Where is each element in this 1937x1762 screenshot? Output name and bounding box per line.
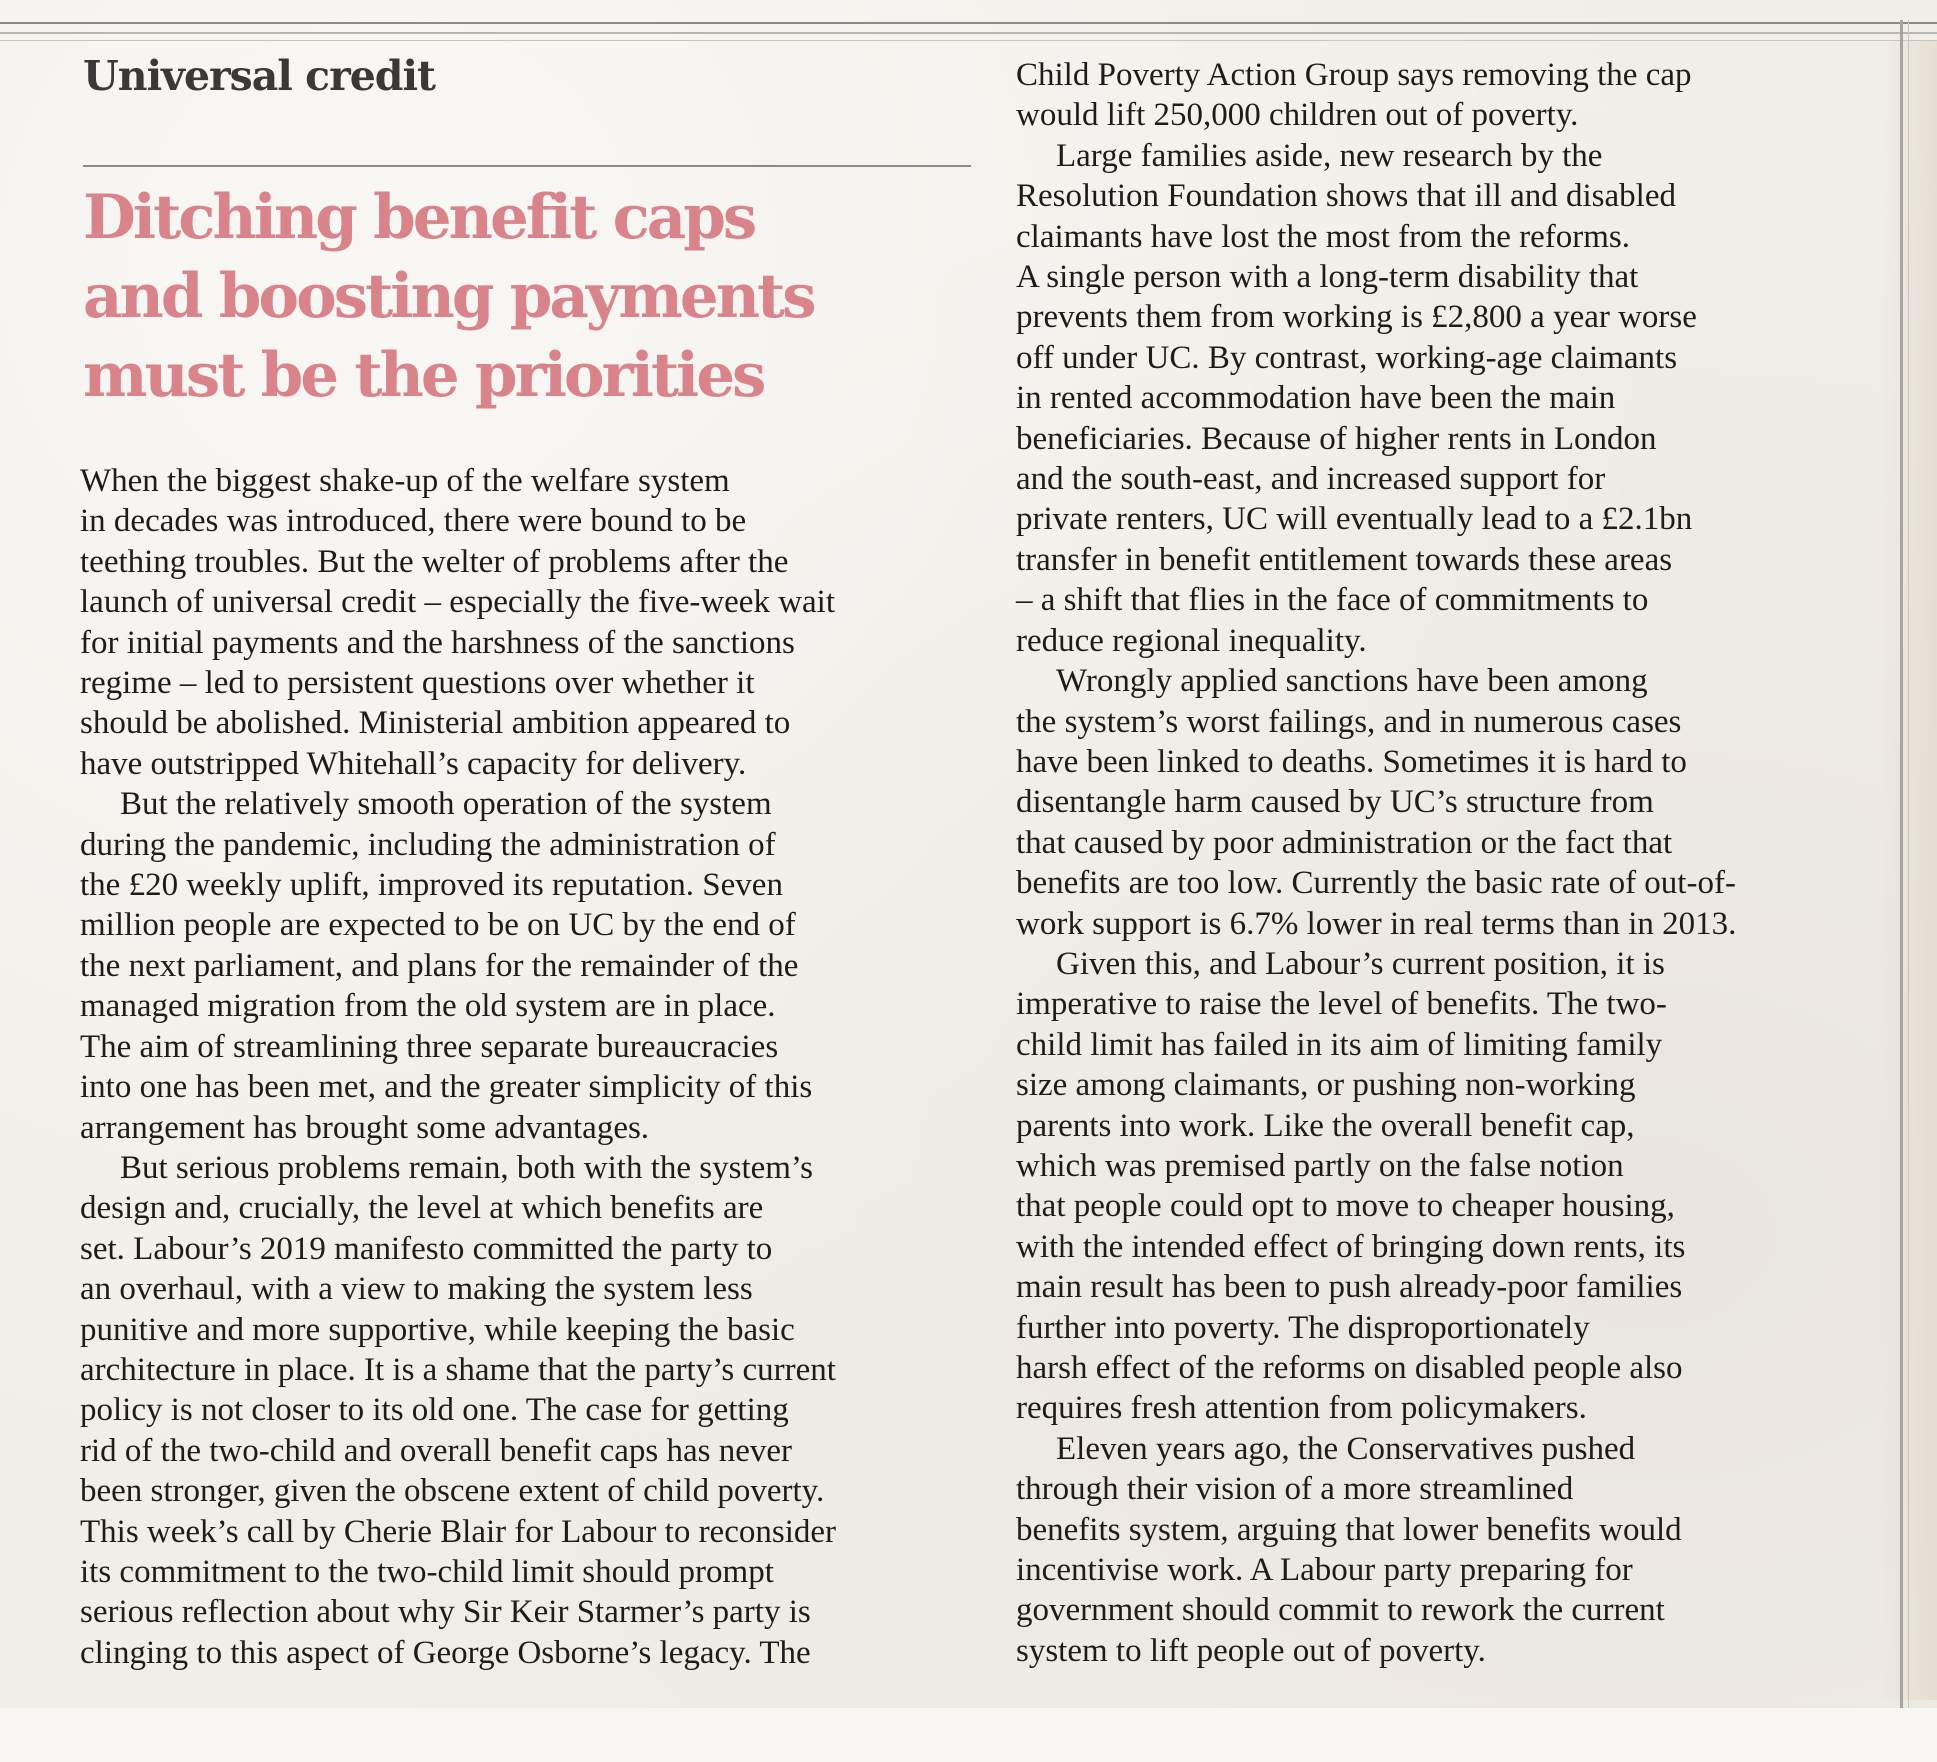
body-text-line: million people are expected to be on UC by the end of bbox=[80, 907, 796, 944]
body-text-line: the system’s worst failings, and in numerous cases bbox=[1016, 703, 1682, 740]
body-text-line: A single person with a long-term disability that bbox=[1016, 259, 1639, 296]
body-text-line: private renters, UC will eventually lead to a £2.1bn bbox=[1016, 501, 1693, 538]
body-text-line: have been linked to deaths. Sometimes it is hard to bbox=[1016, 743, 1687, 780]
body-text-line: for initial payments and the harshness of the sanctions bbox=[80, 624, 795, 661]
body-text-line: would lift 250,000 children out of poverty. bbox=[1016, 97, 1579, 134]
body-text-line: been stronger, given the obscene extent of child poverty. bbox=[80, 1473, 825, 1510]
body-text-line: the next parliament, and plans for the remainder of the bbox=[80, 947, 799, 984]
body-text-line: serious reflection about why Sir Keir Starmer’s party is bbox=[80, 1594, 811, 1631]
headline-line: Ditching benefit caps bbox=[83, 182, 755, 253]
body-text-line: claimants have lost the most from the reforms. bbox=[1016, 218, 1631, 255]
article-column-right bbox=[1016, 55, 1896, 1671]
body-text-line: – a shift that flies in the face of commitments to bbox=[1016, 582, 1649, 619]
body-text-line: imperative to raise the level of benefits. The two- bbox=[1016, 986, 1667, 1023]
body-text-line: with the intended effect of bringing down rents, its bbox=[1016, 1228, 1686, 1265]
body-text-line: disentangle harm caused by UC’s structure from bbox=[1016, 784, 1654, 821]
body-text-line: transfer in benefit entitlement towards these areas bbox=[1016, 541, 1673, 578]
body-text-line: that people could opt to move to cheaper housing, bbox=[1016, 1188, 1675, 1225]
body-text-line: regime – led to persistent questions over whether it bbox=[80, 665, 755, 702]
body-text-line: set. Labour’s 2019 manifesto committed the party to bbox=[80, 1230, 773, 1267]
body-text-line: through their vision of a more streamlined bbox=[1016, 1471, 1574, 1508]
body-text-line: design and, crucially, the level at which benefits are bbox=[80, 1190, 764, 1227]
body-text-line: Large families aside, new research by the bbox=[1056, 137, 1603, 174]
body-text-line: incentivise work. A Labour party preparing for bbox=[1016, 1552, 1633, 1589]
body-text-line: launch of universal credit – especially the five-week wait bbox=[80, 584, 836, 621]
body-text-line: further into poverty. The disproportionately bbox=[1016, 1309, 1590, 1346]
body-text-line: policy is not closer to its old one. The case for getting bbox=[80, 1392, 789, 1429]
right-border-hairline bbox=[1908, 20, 1909, 1710]
body-text-line: rid of the two-child and overall benefit caps has never bbox=[80, 1432, 792, 1469]
headline-line: and boosting payments bbox=[83, 261, 814, 332]
body-text-line: the £20 weekly uplift, improved its reputation. Seven bbox=[80, 867, 783, 904]
body-text-line: child limit has failed in its aim of limiting family bbox=[1016, 1026, 1663, 1063]
body-text-line: managed migration from the old system are in place. bbox=[80, 988, 776, 1025]
body-text-line: off under UC. By contrast, working-age claimants bbox=[1016, 339, 1678, 376]
body-text-line: during the pandemic, including the administration of bbox=[80, 826, 776, 863]
body-text-line: arrangement has brought some advantages. bbox=[80, 1109, 650, 1146]
body-text-line: prevents them from working is £2,800 a year worse bbox=[1016, 299, 1697, 336]
body-text-line: harsh effect of the reforms on disabled people also bbox=[1016, 1350, 1683, 1386]
headline-rule bbox=[83, 165, 971, 167]
body-text-line: parents into work. Like the overall benefit cap, bbox=[1016, 1107, 1635, 1144]
body-text-line: size among claimants, or pushing non-working bbox=[1016, 1067, 1636, 1104]
top-border-hairline bbox=[0, 40, 1937, 41]
body-text-line: have outstripped Whitehall’s capacity for delivery. bbox=[80, 745, 747, 782]
body-text-line: into one has been met, and the greater simplicity of this bbox=[80, 1069, 813, 1106]
article-column-left bbox=[80, 461, 980, 1673]
body-text-line: benefits system, arguing that lower benefits would bbox=[1016, 1511, 1682, 1548]
body-text-line: But serious problems remain, both with the system’s bbox=[120, 1149, 813, 1186]
bottom-margin bbox=[0, 1708, 1937, 1762]
top-border bbox=[0, 22, 1937, 34]
body-text-line: clinging to this aspect of George Osborne’s legacy. The bbox=[80, 1634, 811, 1671]
body-text-line: teething troubles. But the welter of problems after the bbox=[80, 543, 789, 580]
right-border bbox=[1900, 20, 1903, 1710]
body-text-line: Given this, and Labour’s current position, it is bbox=[1056, 945, 1665, 982]
body-text-line: Child Poverty Action Group says removing the cap bbox=[1016, 57, 1692, 93]
body-text-line: The aim of streamlining three separate bureaucracies bbox=[80, 1028, 779, 1065]
body-text-line: government should commit to rework the current bbox=[1016, 1592, 1665, 1629]
body-text-line: architecture in place. It is a shame that the party’s current bbox=[80, 1351, 836, 1388]
body-text-line: Wrongly applied sanctions have been among bbox=[1056, 663, 1648, 700]
body-text-line: should be abolished. Ministerial ambition appeared to bbox=[80, 705, 791, 742]
body-text-line: beneficiaries. Because of higher rents in London bbox=[1016, 420, 1657, 457]
body-text-line: system to lift people out of poverty. bbox=[1016, 1632, 1486, 1669]
body-text-line: This week’s call by Cherie Blair for Labour to reconsider bbox=[80, 1513, 837, 1550]
body-text-line: that caused by poor administration or the fact that bbox=[1016, 824, 1673, 861]
body-text-line: punitive and more supportive, while keeping the basic bbox=[80, 1311, 795, 1348]
body-text-line: But the relatively smooth operation of the system bbox=[120, 786, 772, 823]
body-text-line: work support is 6.7% lower in real terms than in 2013. bbox=[1016, 905, 1737, 942]
body-text-line: in decades was introduced, there were bound to be bbox=[80, 503, 747, 540]
body-text-line: an overhaul, with a view to making the system less bbox=[80, 1271, 753, 1308]
headline bbox=[83, 178, 993, 415]
body-text-line: its commitment to the two-child limit should prompt bbox=[80, 1553, 774, 1590]
body-text-line: which was premised partly on the false notion bbox=[1016, 1147, 1624, 1184]
headline-line: must be the priorities bbox=[83, 340, 764, 411]
body-text-line: requires fresh attention from policymakers. bbox=[1016, 1390, 1587, 1427]
body-text-line: and the south-east, and increased support for bbox=[1016, 461, 1606, 498]
section-kicker: Universal credit bbox=[83, 52, 435, 100]
body-text-line: reduce regional inequality. bbox=[1016, 622, 1367, 659]
body-text-line: main result has been to push already-poor families bbox=[1016, 1269, 1683, 1306]
body-text-line: When the biggest shake-up of the welfare system bbox=[80, 463, 730, 499]
body-text-line: in rented accommodation have been the main bbox=[1016, 380, 1616, 417]
body-text-line: Eleven years ago, the Conservatives pushed bbox=[1056, 1430, 1636, 1467]
body-text-line: benefits are too low. Currently the basic rate of out-of- bbox=[1016, 865, 1736, 902]
body-text-line: Resolution Foundation shows that ill and disabled bbox=[1016, 178, 1676, 215]
